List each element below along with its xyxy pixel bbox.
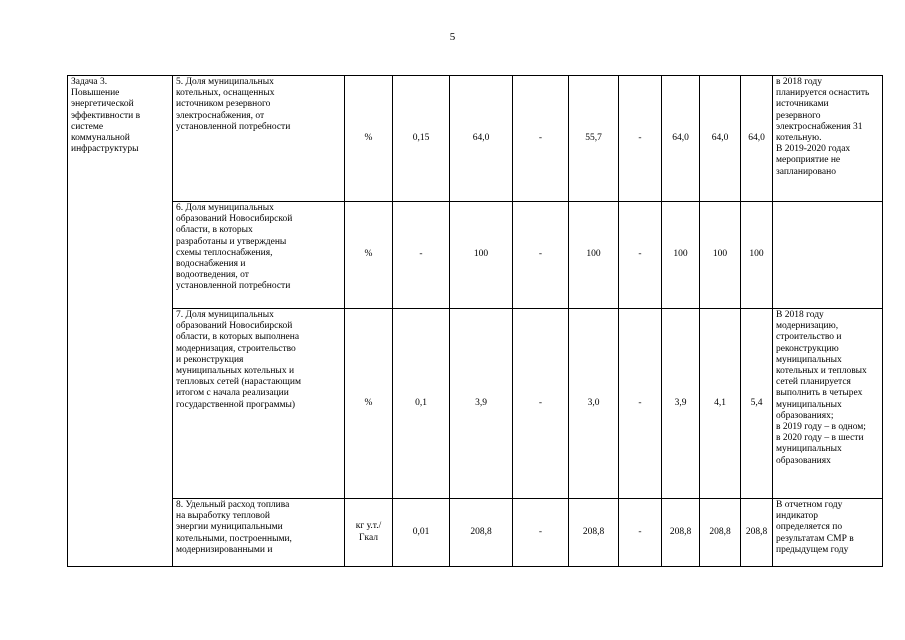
text-line: муниципальных: [776, 354, 842, 365]
value-cell: 208,8: [741, 499, 773, 567]
value-cell: -: [393, 202, 450, 309]
value-cell: -: [513, 76, 569, 202]
value-cell: 0,15: [393, 76, 450, 202]
text-line: котельными, построенными,: [176, 533, 292, 544]
text-line: предыдущем году: [776, 544, 849, 555]
value-cell: 3,9: [450, 309, 513, 499]
value-cell: -: [619, 202, 662, 309]
text-line: тепловых сетей (нарастающим: [176, 377, 301, 388]
text-line: инфраструктуры: [71, 144, 139, 155]
table-row: [68, 202, 883, 309]
text-line: В отчетном году: [776, 500, 843, 510]
value-cell: 100: [741, 202, 773, 309]
text-line: определяется по: [776, 522, 843, 533]
text-line: образований Новосибирской: [176, 214, 293, 225]
value-cell: -: [513, 309, 569, 499]
value-cell: 3,0: [569, 309, 619, 499]
value-cell: 208,8: [569, 499, 619, 567]
text-line: реконструкцию: [776, 343, 839, 354]
value-cell: -: [619, 499, 662, 567]
table-row: [68, 309, 883, 499]
text-line: энергии муниципальными: [176, 522, 283, 533]
value-cell: 100: [662, 202, 700, 309]
text-line: системе: [71, 121, 104, 132]
value-cell: 4,1: [700, 309, 741, 499]
text-line: в 2020 году – в шести: [776, 433, 864, 444]
value-cell: -: [513, 499, 569, 567]
text-line: В 2018 году: [776, 310, 824, 320]
text-line: 5. Доля муниципальных: [176, 77, 274, 87]
text-line: Гкал: [358, 532, 378, 543]
text-line: разработаны и утверждены: [176, 236, 287, 247]
text-line: и реконструкция: [176, 354, 244, 365]
value-cell: 3,9: [662, 309, 700, 499]
text-line: модернизированными и: [176, 544, 273, 555]
text-line: мероприятие не: [776, 155, 841, 166]
text-line: котельных, оснащенных: [176, 88, 275, 99]
value-cell: 208,8: [662, 499, 700, 567]
value-cell: 64,0: [662, 76, 700, 202]
text-line: Повышение: [71, 88, 120, 99]
text-line: электроснабжения, от: [176, 110, 265, 121]
text-line: индикатор: [776, 511, 819, 522]
text-line: на выработку тепловой: [176, 511, 270, 522]
text-line: образованиях: [776, 455, 831, 466]
value-cell: 208,8: [450, 499, 513, 567]
value-cell: 0,1: [393, 309, 450, 499]
text-line: источником резервного: [176, 99, 271, 110]
table-row: [68, 499, 883, 567]
note-cell: [773, 76, 883, 202]
text-line: строительство и: [776, 332, 842, 343]
text-line: в 2019 году – в одном;: [776, 422, 866, 433]
indicators-table: [67, 75, 883, 567]
indicator-name: [173, 499, 345, 567]
text-line: водоснабжения и: [176, 259, 246, 270]
text-line: муниципальных: [776, 444, 842, 455]
page-number: 5: [449, 31, 456, 43]
value-cell: -: [619, 76, 662, 202]
text-line: установленной потребности: [176, 121, 291, 132]
text-line: запланировано: [776, 166, 836, 177]
text-line: модернизацию,: [776, 321, 839, 332]
value-cell: -: [513, 202, 569, 309]
text-line: источниками: [776, 99, 829, 110]
indicator-name: [173, 76, 345, 202]
unit-cell: [345, 499, 393, 567]
value-cell: 100: [700, 202, 741, 309]
text-line: электроснабжения 31: [776, 121, 863, 132]
text-line: эффективности в: [71, 110, 141, 121]
indicator-name: [173, 202, 345, 309]
value-cell: 208,8: [700, 499, 741, 567]
text-line: выполнить в четырех: [776, 388, 863, 399]
text-line: 6. Доля муниципальных: [176, 203, 274, 213]
text-line: энергетической: [71, 99, 134, 110]
text-line: В 2019-2020 годах: [776, 144, 851, 155]
unit-cell: %: [345, 76, 393, 202]
text-line: Задача 3.: [71, 77, 108, 87]
value-cell: -: [619, 309, 662, 499]
value-cell: 100: [569, 202, 619, 309]
text-line: кг у.т./: [355, 521, 382, 532]
value-cell: 0,01: [393, 499, 450, 567]
text-line: котельных и тепловых: [776, 366, 867, 377]
text-line: коммунальной: [71, 133, 130, 144]
text-line: 7. Доля муниципальных: [176, 310, 274, 320]
text-line: водоотведения, от: [176, 270, 249, 281]
value-cell: 64,0: [741, 76, 773, 202]
indicator-name: [173, 309, 345, 499]
note-cell: [773, 309, 883, 499]
text-line: муниципальных котельных и: [176, 366, 295, 377]
note-cell: [773, 499, 883, 567]
text-line: результатам СМР в: [776, 533, 854, 544]
text-line: образованиях;: [776, 410, 834, 421]
text-line: итогом с начала реализации: [176, 388, 289, 399]
text-line: области, в которых выполнена: [176, 332, 300, 343]
text-line: в 2018 году: [776, 77, 822, 87]
text-line: 8. Удельный расход топлива: [176, 500, 290, 510]
text-line: установленной потребности: [176, 281, 291, 292]
value-cell: 5,4: [741, 309, 773, 499]
text-line: схемы теплоснабжения,: [176, 247, 273, 258]
text-line: планируется оснастить: [776, 88, 870, 99]
text-line: сетей планируется: [776, 377, 851, 388]
text-line: муниципальных: [776, 399, 842, 410]
text-line: государственной программы): [176, 399, 296, 410]
text-line: котельную.: [776, 133, 822, 144]
unit-cell: %: [345, 309, 393, 499]
text-line: резервного: [776, 110, 821, 121]
value-cell: 100: [450, 202, 513, 309]
value-cell: 64,0: [700, 76, 741, 202]
table-row: [68, 76, 883, 202]
unit-cell: %: [345, 202, 393, 309]
task-cell: [68, 76, 173, 567]
text-line: образований Новосибирской: [176, 321, 293, 332]
text-line: модернизация, строительство: [176, 343, 296, 354]
value-cell: 64,0: [450, 76, 513, 202]
note-cell: [773, 202, 883, 309]
text-line: области, в которых: [176, 225, 253, 236]
value-cell: 55,7: [569, 76, 619, 202]
